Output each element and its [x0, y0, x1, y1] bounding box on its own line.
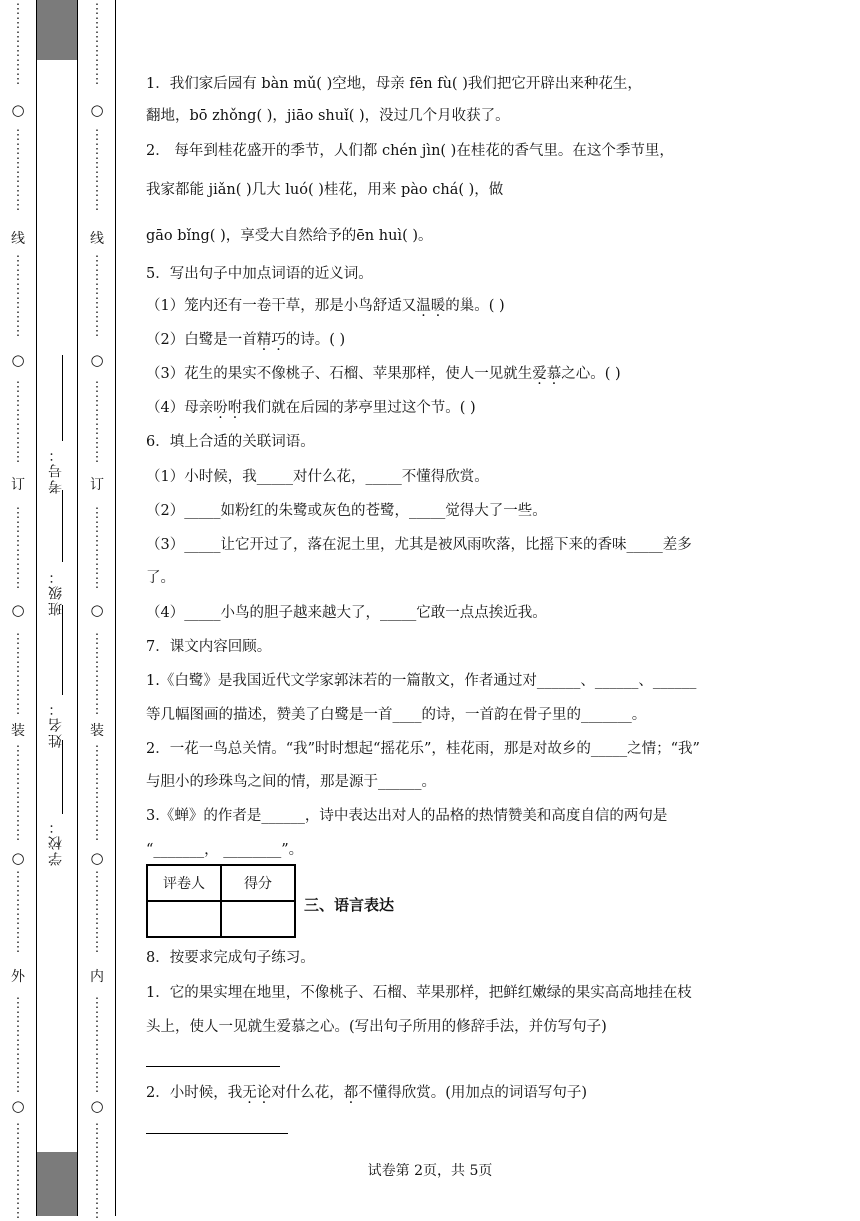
outer-binding-dots: ⋮ [11, 870, 25, 885]
inner-binding-dots: ⋮ [90, 324, 104, 339]
inner-binding-dots: ⋮ [90, 800, 104, 815]
outer-binding-dots: ⋮ [11, 268, 25, 283]
inner-binding-dots: ⋮ [90, 786, 104, 801]
inner-binding-dots: ⋮ [90, 548, 104, 563]
outer-binding-dots: ⋮ [11, 814, 25, 829]
outer-binding-dots: ⋮ [11, 1150, 25, 1165]
inner-binding-circle: ○ [90, 601, 104, 619]
inner-binding-dots: ⋮ [90, 142, 104, 157]
inner-binding-dots: ⋮ [90, 58, 104, 73]
outer-binding-circle: ○ [11, 351, 25, 369]
outer-binding-dots: ⋮ [11, 1206, 25, 1221]
name-underline [62, 605, 63, 695]
class-underline [62, 490, 63, 562]
inner-binding-dots: ⋮ [90, 1024, 104, 1039]
outer-binding-dots: ⋮ [11, 828, 25, 843]
outer-binding-dots: ⋮ [11, 1136, 25, 1151]
inner-binding-dots: ⋮ [90, 576, 104, 591]
inner-binding-dots: ⋮ [90, 16, 104, 31]
outer-binding-dots: ⋮ [11, 786, 25, 801]
inner-binding-dots: ⋮ [90, 1122, 104, 1137]
binding-margin [0, 0, 116, 1221]
inner-binding-dots: ⋮ [90, 30, 104, 45]
inner-binding-dots: ⋮ [90, 1164, 104, 1179]
inner-binding-dots: ⋮ [90, 772, 104, 787]
inner-binding-dots: ⋮ [90, 128, 104, 143]
inner-binding-circle: ○ [90, 101, 104, 119]
question-line-q-7-3a: 3.《蝉》的作者是______，诗中表达出对人的品格的热情赞美和高度自信的两句是 [146, 808, 668, 824]
answer-line-8-2 [146, 1133, 288, 1134]
outer-binding-char: 订 [11, 477, 25, 493]
inner-binding-circle: ○ [90, 849, 104, 867]
inner-binding-dots: ⋮ [90, 646, 104, 661]
inner-binding-dots: ⋮ [90, 254, 104, 269]
outer-binding-circle: ○ [11, 601, 25, 619]
inner-binding-dots: ⋮ [90, 506, 104, 521]
inner-binding-dots: ⋮ [90, 44, 104, 59]
inner-binding-dots: ⋮ [90, 1052, 104, 1067]
outer-binding-dots: ⋮ [11, 520, 25, 535]
inner-binding-dots: ⋮ [90, 1206, 104, 1221]
outer-binding-circle: ○ [11, 849, 25, 867]
inner-binding-dots: ⋮ [90, 940, 104, 955]
binding-line-edge [115, 0, 116, 1216]
outer-binding-dots: ⋮ [11, 324, 25, 339]
inner-binding-dots: ⋮ [90, 562, 104, 577]
class-field [46, 568, 72, 616]
outer-binding-dots: ⋮ [11, 296, 25, 311]
outer-binding-dots: ⋮ [11, 2, 25, 17]
outer-binding-dots: ⋮ [11, 44, 25, 59]
inner-binding-dots: ⋮ [90, 72, 104, 87]
inner-binding-dots: ⋮ [90, 674, 104, 689]
question-line-q-6-2: （2）_____如粉红的朱鹭或灰色的苍鹭，_____觉得大了一些。 [146, 503, 547, 519]
inner-binding-dots: ⋮ [90, 450, 104, 465]
inner-binding-dots: ⋮ [90, 534, 104, 549]
question-line-q-6-1: （1）小时候，我_____对什么花，_____不懂得欣赏。 [146, 469, 489, 485]
outer-binding-dots: ⋮ [11, 254, 25, 269]
inner-binding-dots: ⋮ [90, 296, 104, 311]
question-line-q-6-3a: （3）_____让它开过了，落在泥土里，尤其是被风雨吹落，比摇下来的香味_____差多 [146, 537, 692, 553]
question-line-q-5-3: （3）花生的果实不像桃子、石榴、苹果那样，使人一见就生爱慕之心。( ) [146, 366, 621, 382]
inner-binding-column [87, 0, 107, 1221]
inner-binding-dots: ⋮ [90, 688, 104, 703]
outer-binding-dots: ⋮ [11, 926, 25, 941]
question-line-q-6-3b: 了。 [146, 570, 175, 586]
inner-binding-dots: ⋮ [90, 814, 104, 829]
question-line-q-1b: 翻地，bō zhǒng( )，jiāo shuǐ( )，没过几个月收获了。 [146, 108, 510, 124]
inner-binding-dots: ⋮ [90, 1178, 104, 1193]
outer-binding-dots: ⋮ [11, 702, 25, 717]
outer-binding-dots: ⋮ [11, 310, 25, 325]
class-label: 班级： [48, 568, 64, 616]
grader-table [146, 864, 296, 938]
inner-binding-dots: ⋮ [90, 758, 104, 773]
inner-binding-char: 线 [90, 231, 104, 247]
inner-binding-dots: ⋮ [90, 380, 104, 395]
question-line-q-8-2: 2．小时候，我无论对什么花，都不懂得欣赏。(用加点的词语写句子) [146, 1085, 588, 1101]
school-field [46, 818, 72, 866]
student-info-column [46, 0, 72, 1216]
outer-binding-circle: ○ [11, 1097, 25, 1115]
binding-line-left [36, 0, 37, 1216]
inner-binding-dots: ⋮ [90, 1192, 104, 1207]
inner-binding-circle: ○ [90, 351, 104, 369]
outer-binding-dots: ⋮ [11, 1192, 25, 1207]
question-line-q-5-4: （4）母亲吩咐我们就在后园的茅亭里过这个节。( ) [146, 400, 476, 416]
inner-binding-dots: ⋮ [90, 422, 104, 437]
outer-binding-dots: ⋮ [11, 646, 25, 661]
outer-binding-dots: ⋮ [11, 436, 25, 451]
question-line-q-1a: 1．我们家后园有 bàn mǔ( )空地，母亲 fēn fù( )我们把它开辟出来种花生， [146, 76, 642, 92]
question-line-q-7-2a: 2．一花一鸟总关情。“我”时时想起“摇花乐”，桂花雨，那是对故乡的_____之情；“我” [146, 741, 700, 757]
question-line-q-5-2: （2）白鹭是一首精巧的诗。( ) [146, 332, 346, 348]
outer-binding-dots: ⋮ [11, 688, 25, 703]
exam-number-label: 考号： [48, 446, 64, 494]
name-field [46, 700, 72, 748]
outer-binding-dots: ⋮ [11, 170, 25, 185]
outer-binding-dots: ⋮ [11, 30, 25, 45]
inner-binding-dots: ⋮ [90, 912, 104, 927]
outer-binding-dots: ⋮ [11, 632, 25, 647]
inner-binding-dots: ⋮ [90, 898, 104, 913]
inner-binding-char: 订 [90, 477, 104, 493]
outer-binding-dots: ⋮ [11, 408, 25, 423]
outer-binding-dots: ⋮ [11, 1080, 25, 1095]
question-line-q-7-2b: 与胆小的珍珠鸟之间的情，那是源于______。 [146, 774, 436, 790]
question-line-q-5-1: （1）笼内还有一卷干草，那是小鸟舒适又温暖的巢。( ) [146, 298, 505, 314]
outer-binding-dots: ⋮ [11, 548, 25, 563]
section-title: 三、语言表达 [304, 896, 395, 914]
outer-binding-dots: ⋮ [11, 534, 25, 549]
outer-binding-dots: ⋮ [11, 1024, 25, 1039]
question-line-q-7-3b: “_______， ________”。 [146, 842, 304, 858]
score-cell [221, 901, 295, 937]
outer-binding-dots: ⋮ [11, 380, 25, 395]
inner-binding-dots: ⋮ [90, 1010, 104, 1025]
outer-binding-dots: ⋮ [11, 912, 25, 927]
inner-binding-dots: ⋮ [90, 408, 104, 423]
outer-binding-dots: ⋮ [11, 58, 25, 73]
inner-binding-dots: ⋮ [90, 926, 104, 941]
outer-binding-dots: ⋮ [11, 506, 25, 521]
binding-line-right [77, 0, 78, 1216]
inner-binding-char: 内 [90, 969, 104, 985]
grader-label: 评卷人 [147, 865, 221, 901]
outer-binding-dots: ⋮ [11, 884, 25, 899]
outer-binding-dots: ⋮ [11, 72, 25, 87]
question-line-q-2c: gāo bǐng( )，享受大自然给予的ēn huì( )。 [146, 228, 433, 244]
question-line-q-7: 7．课文内容回顾。 [146, 639, 272, 655]
grader-cell [147, 901, 221, 937]
question-line-q-6: 6．填上合适的关联词语。 [146, 434, 315, 450]
outer-binding-dots: ⋮ [11, 394, 25, 409]
outer-binding-dots: ⋮ [11, 800, 25, 815]
outer-binding-dots: ⋮ [11, 1122, 25, 1137]
inner-binding-dots: ⋮ [90, 996, 104, 1011]
outer-binding-dots: ⋮ [11, 142, 25, 157]
question-line-q-8-1b: 头上，使人一见就生爱慕之心。(写出句子所用的修辞手法，并仿写句子) [146, 1019, 607, 1035]
outer-binding-dots: ⋮ [11, 1164, 25, 1179]
inner-binding-dots: ⋮ [90, 1066, 104, 1081]
question-line-q-2b: 我家都能 jiǎn( )几大 luó( )桂花，用来 pào chá( )，做 [146, 182, 504, 198]
inner-binding-dots: ⋮ [90, 310, 104, 325]
inner-binding-dots: ⋮ [90, 1136, 104, 1151]
outer-binding-dots: ⋮ [11, 128, 25, 143]
inner-binding-dots: ⋮ [90, 702, 104, 717]
inner-binding-dots: ⋮ [90, 436, 104, 451]
outer-binding-dots: ⋮ [11, 1010, 25, 1025]
page-footer: 试卷第 2页，共 5页 [367, 1163, 493, 1179]
outer-binding-dots: ⋮ [11, 674, 25, 689]
exam-number-underline [62, 355, 63, 441]
outer-binding-dots: ⋮ [11, 898, 25, 913]
school-label: 学校： [48, 818, 64, 866]
inner-binding-dots: ⋮ [90, 744, 104, 759]
outer-binding-dots: ⋮ [11, 198, 25, 213]
inner-binding-dots: ⋮ [90, 156, 104, 171]
outer-binding-dots: ⋮ [11, 1178, 25, 1193]
outer-binding-dots: ⋮ [11, 450, 25, 465]
question-line-q-7-1b: 等几幅图画的描述，赞美了白鹭是一首____的诗，一首韵在骨子里的_______。 [146, 707, 647, 723]
outer-binding-circle: ○ [11, 101, 25, 119]
outer-binding-dots: ⋮ [11, 940, 25, 955]
outer-binding-dots: ⋮ [11, 282, 25, 297]
outer-binding-dots: ⋮ [11, 576, 25, 591]
inner-binding-char: 装 [90, 723, 104, 739]
outer-binding-dots: ⋮ [11, 660, 25, 675]
outer-binding-dots: ⋮ [11, 996, 25, 1011]
inner-binding-dots: ⋮ [90, 170, 104, 185]
score-label: 得分 [221, 865, 295, 901]
inner-binding-dots: ⋮ [90, 2, 104, 17]
outer-binding-dots: ⋮ [11, 184, 25, 199]
outer-binding-char: 线 [11, 231, 25, 247]
inner-binding-dots: ⋮ [90, 268, 104, 283]
inner-binding-dots: ⋮ [90, 520, 104, 535]
outer-binding-dots: ⋮ [11, 772, 25, 787]
inner-binding-dots: ⋮ [90, 884, 104, 899]
outer-binding-dots: ⋮ [11, 16, 25, 31]
inner-binding-dots: ⋮ [90, 1150, 104, 1165]
inner-binding-dots: ⋮ [90, 632, 104, 647]
outer-binding-column [8, 0, 28, 1221]
question-line-q-5: 5．写出句子中加点词语的近义词。 [146, 266, 373, 282]
inner-binding-dots: ⋮ [90, 1038, 104, 1053]
question-line-q-6-4: （4）_____小鸟的胆子越来越大了，_____它敢一点点挨近我。 [146, 605, 547, 621]
outer-binding-char: 装 [11, 723, 25, 739]
inner-binding-dots: ⋮ [90, 1080, 104, 1095]
outer-binding-dots: ⋮ [11, 1052, 25, 1067]
inner-binding-circle: ○ [90, 1097, 104, 1115]
question-line-q-8-1a: 1．它的果实埋在地里，不像桃子、石榴、苹果那样，把鲜红嫩绿的果实高高地挂在枝 [146, 985, 692, 1001]
inner-binding-dots: ⋮ [90, 198, 104, 213]
inner-binding-dots: ⋮ [90, 828, 104, 843]
question-line-q-7-1a: 1.《白鹭》是我国近代文学家郭沫若的一篇散文，作者通过对______、______、______ [146, 673, 697, 689]
outer-binding-dots: ⋮ [11, 422, 25, 437]
exam-number-field [46, 446, 72, 494]
inner-binding-dots: ⋮ [90, 394, 104, 409]
answer-line-8-1 [146, 1066, 280, 1067]
inner-binding-dots: ⋮ [90, 184, 104, 199]
outer-binding-dots: ⋮ [11, 758, 25, 773]
question-line-q-2a: 2． 每年到桂花盛开的季节，人们都 chén jìn( )在桂花的香气里。在这个季节里， [146, 143, 674, 159]
question-line-q-8: 8．按要求完成句子练习。 [146, 950, 315, 966]
inner-binding-dots: ⋮ [90, 870, 104, 885]
outer-binding-dots: ⋮ [11, 156, 25, 171]
outer-binding-dots: ⋮ [11, 1038, 25, 1053]
outer-binding-dots: ⋮ [11, 1066, 25, 1081]
outer-binding-char: 外 [11, 969, 25, 985]
name-label: 姓名： [48, 700, 64, 748]
inner-binding-dots: ⋮ [90, 282, 104, 297]
school-underline [62, 740, 63, 814]
outer-binding-dots: ⋮ [11, 562, 25, 577]
outer-binding-dots: ⋮ [11, 744, 25, 759]
inner-binding-dots: ⋮ [90, 660, 104, 675]
